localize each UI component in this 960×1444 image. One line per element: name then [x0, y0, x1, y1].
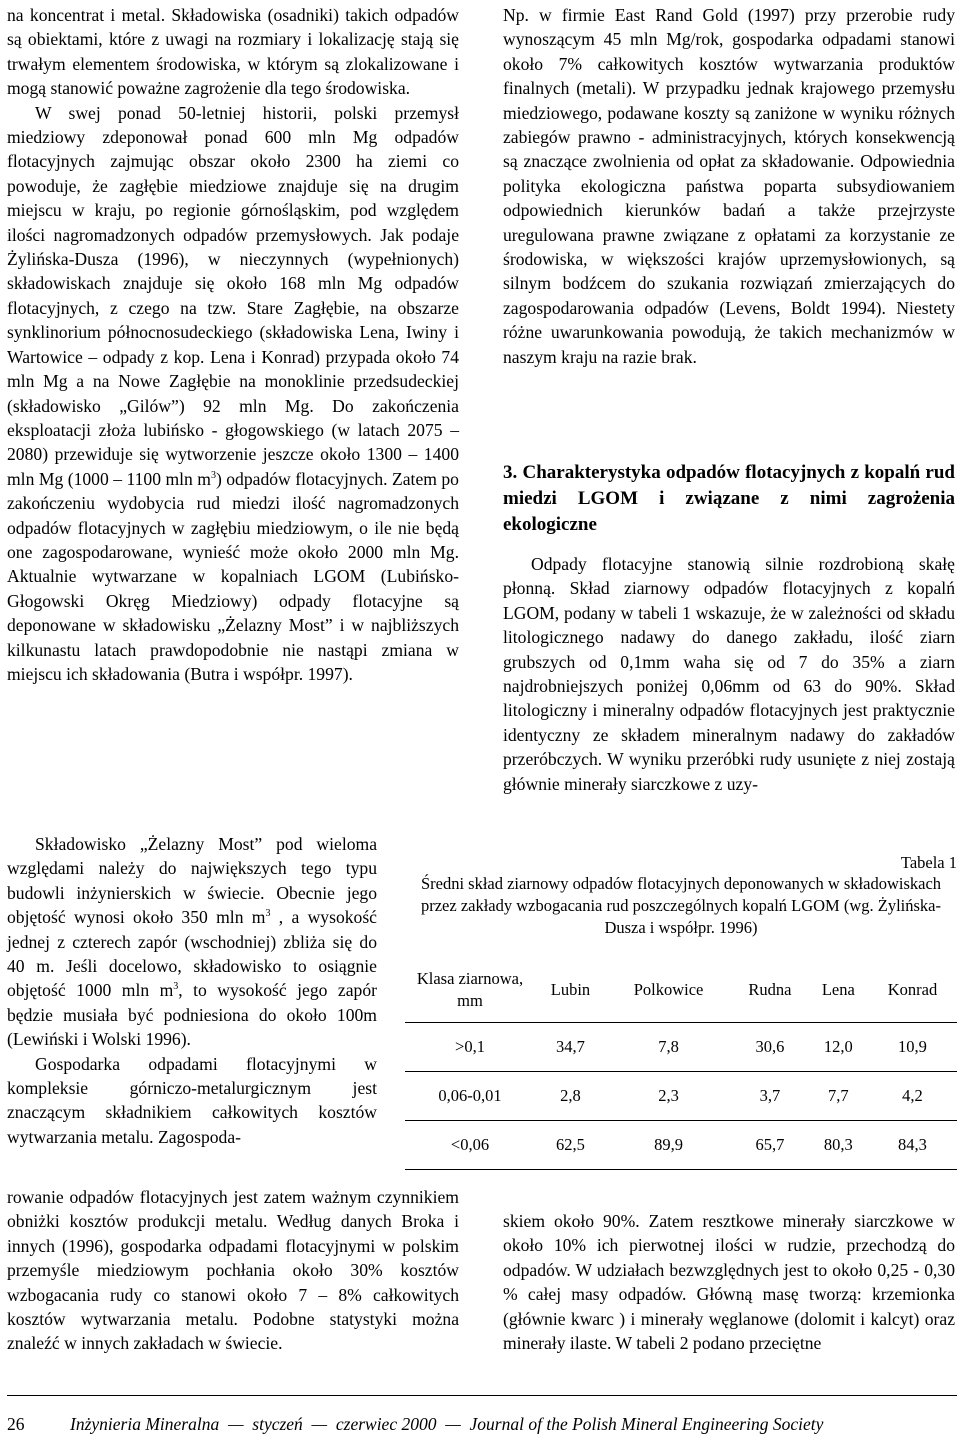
table-cell: 0,06-0,01	[405, 1072, 535, 1121]
table-header-cell: Lubin	[550, 980, 591, 999]
table-cell: 10,9	[868, 1023, 957, 1072]
grain-size-table	[405, 958, 957, 1170]
table-caption: Średni skład ziarnowy odpadów flotacyjnych deponowanych w składowiskach przez zakłady wzbogacania rud poszczególnych kopalń LGOM (wg. Żylińska-Dusza i współpr. 1996)	[420, 874, 942, 937]
table-header-cell: Lena	[821, 980, 855, 999]
footer-divider	[7, 1395, 957, 1396]
table-cell: 3,7	[731, 1072, 808, 1121]
table-cell: 80,3	[809, 1121, 868, 1170]
table-cell: 62,5	[535, 1121, 606, 1170]
left-column-top	[7, 3, 459, 686]
paragraph: na koncentrat i metal. Składowiska (osadniki) takich odpadów są obiektami, które z uwagi na rozmiary i lokalizację stają się trwałym elementem środowiska, w którym są zlokalizowane i mogą stanowić poważne zagrożenie dla tego środowiska.	[7, 5, 459, 99]
section-heading: 3. Charakterystyka odpadów flotacyjnych z kopalń rud miedzi LGOM i związane z nimi zagrożenia ekologiczne	[503, 462, 955, 535]
table-row	[405, 1023, 957, 1072]
table-cell: 7,7	[809, 1072, 868, 1121]
journal-footer: Inżynieria Mineralna — styczeń — czerwiec 2000 — Journal of the Polish Mineral Engineering Society	[70, 1414, 824, 1434]
left-column-middle	[7, 832, 377, 1149]
left-column-bottom	[7, 1185, 459, 1356]
right-column-middle	[503, 552, 955, 796]
paragraph: skiem około 90%. Zatem resztkowe minerały siarczkowe w około 10% ich pierwotnej ilości w rudzie, przechodzą do odpadów. W udziałach bezwzględnych jest to około 0,25 - 0,30 % całej masy odpadów. Główną masę tworzą: krzemionka (głównie kwarc ) i minerały węglanowe (dolomit i kalcyt) oraz minerały ilaste. W tabeli 2 podano przeciętne	[503, 1211, 955, 1354]
paragraph: Gospodarka odpadami flotacyjnymi w kompleksie górniczo-metalurgicznym jest znaczącym składnikiem całkowitych kosztów wytwarzania metalu. Zagospoda-	[7, 1053, 377, 1147]
table-label: Tabela 1	[900, 853, 957, 872]
table-cell: <0,06	[405, 1121, 535, 1170]
table-cell: 65,7	[731, 1121, 808, 1170]
table-cell: 34,7	[535, 1023, 606, 1072]
table-header-cell: Konrad	[887, 980, 938, 999]
table-cell: 7,8	[606, 1023, 731, 1072]
table-cell: 2,3	[606, 1072, 731, 1121]
table-cell: 2,8	[535, 1072, 606, 1121]
table-cell: 89,9	[606, 1121, 731, 1170]
right-column-bottom	[503, 1209, 955, 1355]
table-row	[405, 1121, 957, 1170]
paragraph: W swej ponad 50-letniej historii, polski przemysł miedziowy zdeponował ponad 600 mln Mg odpadów flotacyjnych zajmując obszar około 2300 ha ziemi co powoduje, że zagłębie miedziowe znajduje się na drugim miejscu w kraju, po regionie górnośląskim, pod względem ilości nagromadzonych odpadów przemysłowych. Jak podaje Żylińska-Dusza (1996), w nieczynnych (wypełnionych) składowiskach znajduje się około 168 mln Mg odpadów flotacyjnych, z czego na tzw. Stare Zagłębie, na obszarze synklinorium północnosudeckiego (składowiska Lena, Iwiny i Wartowice – odpady z kop. Lena i Konrad) przypada około 74 mln Mg a na Nowe Zagłębie na monoklinie przedsudeckiej (składowisko „Gilów”) 92 mln Mg. Do zakończenia eksploatacji złoża lubińsko - głogowskiego (w latach 2075 – 2080) przewiduje się wytworzenie jeszcze około 1300 – 1400 mln Mg (1000 – 1100 mln $m^3$) odpadów flotacyjnych. Zatem po zakończeniu wydobycia rud miedzi ilość nagromadzonych odpadów flotacyjnych w zagłębiu miedziowym, o ile nie będą one zagospodarowane, wynieść może około 2000 mln Mg. Aktualnie wytwarzane w kopalniach LGOM (Lubińsko-Głogowski Okręg Miedziowy) odpady flotacyjne są deponowane w składowisku „Żelazny Most” i w najbliższych kilkunastu latach prawdopodobnie nie nastąpi zmiana w miejscu ich składowania (Butra i współpr. 1997).	[7, 102, 459, 684]
paragraph: Np. w firmie East Rand Gold (1997) przy przerobie rudy wynoszącym 45 mln Mg/rok, gospodarka odpadami stanowi około 7% całkowitych kosztów wytwarzania produktów finalnych (metali). W przypadku jednak krajowego przemysłu miedziowego, podawane koszty są zaniżone w wyniku różnych zabiegów prawno - administracyjnych, których konsekwencją są znaczące zwolnienia od opłat za składowanie. Odpowiednia polityka ekologiczna państwa poparta subsydiowaniem odpowiednich kierunków badań a także przejrzyste uregulowana prawne związane z opłatami za korzystanie ze środowiska, w większości krajów uprzemysłowionych, są silnym bodźcem do szukania rozwiązań zmierzających do zagospodarowania odpadów (Levens, Boldt 1994). Niestety różne uwarunkowania powodują, że takich mechanizmów w naszym kraju na razie brak.	[503, 5, 955, 367]
table-header-cell: Klasa ziarnowa, mm	[416, 969, 524, 1010]
page-number: 26	[7, 1414, 25, 1434]
paragraph: Składowisko „Żelazny Most” pod wieloma względami należy do największych tego typu budowli inżynierskich w świecie. Obecnie jego objętość wynosi około 350 mln $m^3$ , a wysokość jednej z czterech zapór (wschodniej) zbliża się do 40 m. Jeśli docelowo, składowisko to osiągnie objętość 1000 mln $m^3$, to wysokość jego zapór będzie musiała być podniesiona do około 100m (Lewiński i Wolski 1996).	[7, 834, 377, 1050]
table-header-cell: Rudna	[748, 980, 792, 999]
table-header-cell: Polkowice	[633, 980, 704, 999]
table-cell: 4,2	[868, 1072, 957, 1121]
table-row	[405, 1072, 957, 1121]
table-cell: 30,6	[731, 1023, 808, 1072]
paragraph: Odpady flotacyjne stanowią silnie rozdrobioną skałę płonną. Skład ziarnowy odpadów flotacyjnych z kopalń LGOM, podany w tabeli 1 wskazuje, że w zależności od składu litologicznego nadawy do danego zakładu, ilość ziarn grubszych od 0,1mm waha się od 7 do 35% a ziarn najdrobniejszych poniżej 0,06mm od 63 do 90%. Skład litologiczny i mineralny odpadów flotacyjnych jest praktycznie identyczny ze składem mineralnym nadawy do zakładów przeróbczych. W wyniku przeróbki rudy usunięte z niej zostają głównie minerały siarczkowe z uzy-	[503, 554, 955, 794]
right-column-top	[503, 3, 955, 369]
table-header-row	[405, 958, 957, 1023]
table-cell: 84,3	[868, 1121, 957, 1170]
table-cell: >0,1	[405, 1023, 535, 1072]
paragraph: rowanie odpadów flotacyjnych jest zatem ważnym czynnikiem obniżki kosztów produkcji metalu. Według danych Broka i innych (1996), gospodarka odpadami flotacyjnymi w polskim przemyśle miedziowym pochłania około 30% kosztów wzbogacania rudy co stanowi około 7 – 8% całkowitych kosztów wytwarzania metalu. Podobne statystyki można znaleźć w innych zakładach w świecie.	[7, 1187, 459, 1354]
table-cell: 12,0	[809, 1023, 868, 1072]
